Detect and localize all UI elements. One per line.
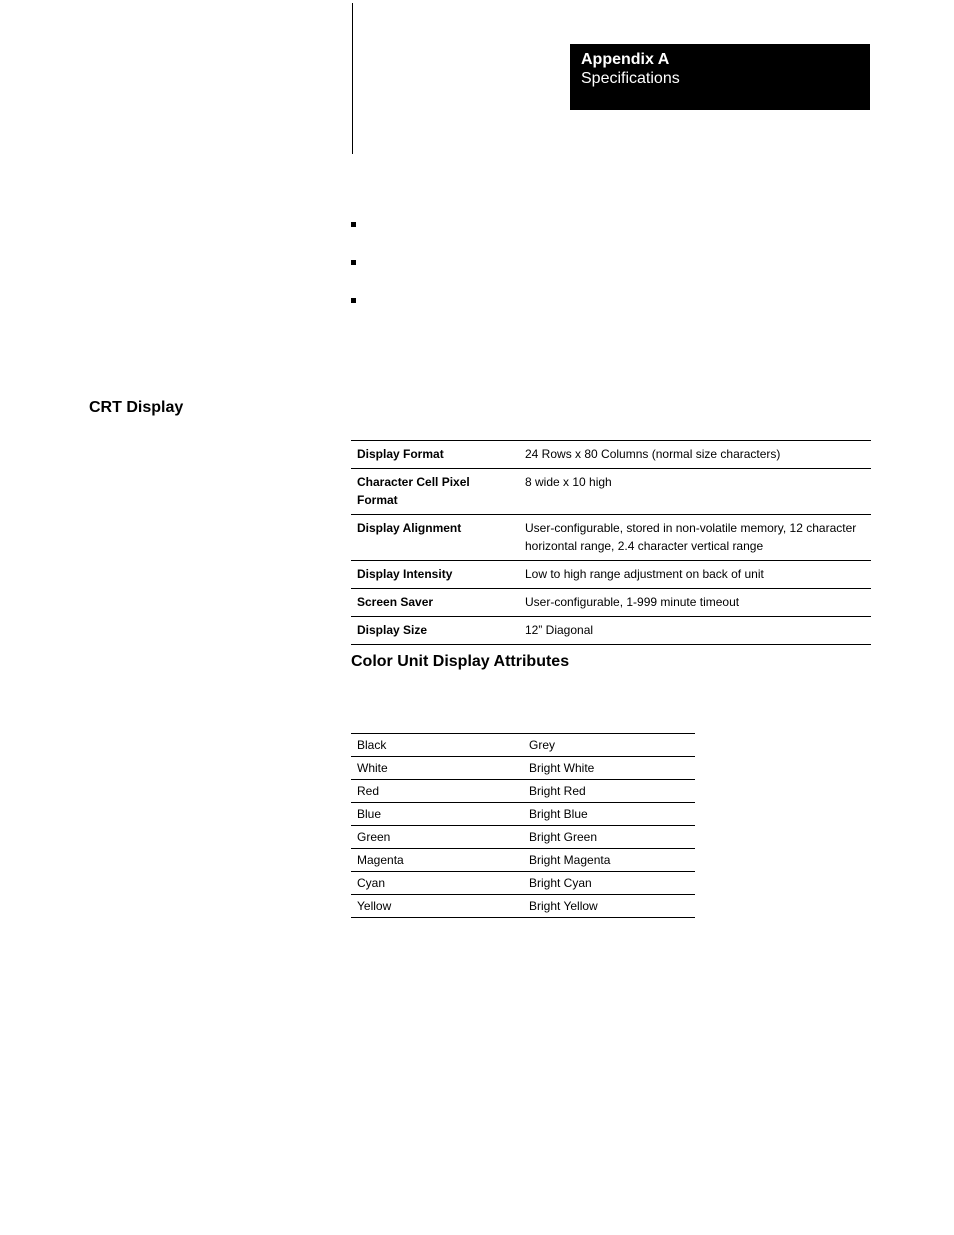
color-bright: Bright Green <box>523 826 695 849</box>
color-normal: Green <box>351 826 523 849</box>
spec-value: Low to high range adjustment on back of unit <box>519 561 871 589</box>
bullet-marker <box>351 260 356 265</box>
margin-rule <box>352 3 353 154</box>
spec-label: Display Alignment <box>351 515 519 561</box>
color-normal: Yellow <box>351 895 523 918</box>
color-attributes-table <box>351 733 695 918</box>
table-row <box>351 849 695 872</box>
spec-value: 8 wide x 10 high <box>519 469 871 515</box>
spec-label: Display Intensity <box>351 561 519 589</box>
spec-label: Display Size <box>351 617 519 645</box>
table-row <box>351 826 695 849</box>
appendix-label: Appendix A <box>581 51 670 68</box>
table-row <box>351 469 871 515</box>
color-bright: Bright Blue <box>523 803 695 826</box>
table-row <box>351 780 695 803</box>
color-normal: Red <box>351 780 523 803</box>
table-row <box>351 441 871 469</box>
spec-label: Screen Saver <box>351 589 519 617</box>
chapter-header <box>570 44 870 110</box>
bullet-marker <box>351 222 356 227</box>
color-normal: Black <box>351 734 523 757</box>
table-row <box>351 803 695 826</box>
crt-display-heading: CRT Display <box>89 399 184 416</box>
spec-label: Character Cell Pixel Format <box>351 469 519 515</box>
table-row <box>351 757 695 780</box>
color-normal: Cyan <box>351 872 523 895</box>
color-normal: Magenta <box>351 849 523 872</box>
color-bright: Bright Cyan <box>523 872 695 895</box>
spec-value: User-configurable, 1-999 minute timeout <box>519 589 871 617</box>
spec-value: 24 Rows x 80 Columns (normal size characters) <box>519 441 871 469</box>
table-row <box>351 589 871 617</box>
table-row <box>351 515 871 561</box>
color-normal: White <box>351 757 523 780</box>
color-attributes-heading: Color Unit Display Attributes <box>351 653 570 670</box>
table-row <box>351 872 695 895</box>
spec-value: 12” Diagonal <box>519 617 871 645</box>
color-bright: Bright Red <box>523 780 695 803</box>
appendix-title: Specifications <box>581 70 680 87</box>
table-row <box>351 617 871 645</box>
color-bright: Bright Yellow <box>523 895 695 918</box>
crt-spec-table <box>351 440 871 645</box>
color-bright: Bright White <box>523 757 695 780</box>
spec-label: Display Format <box>351 441 519 469</box>
color-bright: Grey <box>523 734 695 757</box>
color-bright: Bright Magenta <box>523 849 695 872</box>
table-row <box>351 561 871 589</box>
table-row <box>351 895 695 918</box>
color-normal: Blue <box>351 803 523 826</box>
table-row <box>351 734 695 757</box>
bullet-marker <box>351 298 356 303</box>
spec-value: User-configurable, stored in non-volatile memory, 12 character horizontal range, 2.4 character vertical range <box>519 515 871 561</box>
